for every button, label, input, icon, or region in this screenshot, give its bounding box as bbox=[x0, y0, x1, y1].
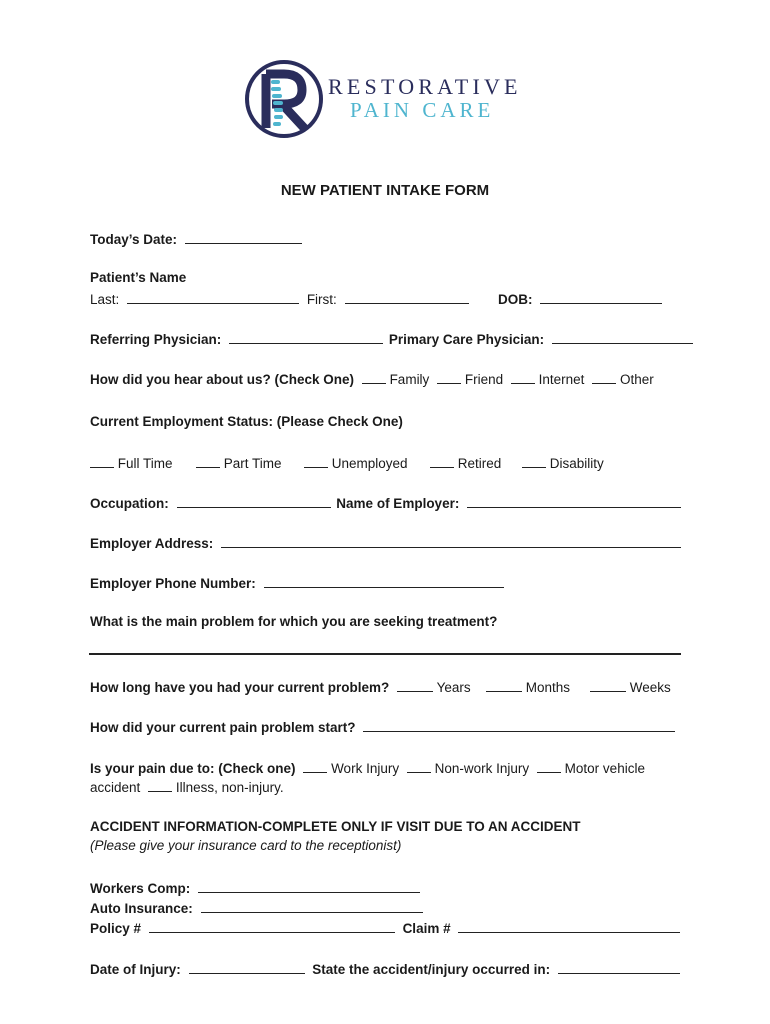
form-title: NEW PATIENT INTAKE FORM bbox=[280, 182, 490, 199]
first-name-field[interactable] bbox=[345, 289, 469, 304]
auto-insurance-label: Auto Insurance: bbox=[90, 901, 193, 916]
patient-name-row bbox=[90, 289, 469, 309]
employer-address-field[interactable] bbox=[221, 533, 681, 548]
hear-friend-check[interactable] bbox=[437, 369, 461, 384]
employer-phone-field[interactable] bbox=[264, 573, 504, 588]
employer-phone-row bbox=[90, 573, 504, 593]
pain-due-label: Is your pain due to: (Check one) bbox=[90, 761, 296, 776]
brand-name-line1: RESTORATIVE bbox=[328, 74, 522, 99]
illness-label: Illness, non-injury. bbox=[175, 780, 284, 795]
months-group bbox=[486, 677, 570, 697]
retired-check[interactable] bbox=[430, 453, 454, 468]
claim-label: Claim # bbox=[402, 921, 451, 936]
claim-field[interactable] bbox=[458, 918, 680, 933]
logo bbox=[244, 60, 544, 140]
referring-physician-label: Referring Physician: bbox=[90, 332, 222, 347]
workers-comp-field[interactable] bbox=[198, 878, 420, 893]
full-time-check[interactable] bbox=[90, 453, 114, 468]
todays-date-label: Today’s Date: bbox=[90, 232, 178, 247]
years-field[interactable] bbox=[397, 677, 433, 692]
illness-check[interactable] bbox=[148, 777, 172, 792]
employment-heading: Current Employment Status: (Please Check One) bbox=[90, 414, 403, 429]
part-time-label: Part Time bbox=[223, 456, 282, 471]
employment-retired bbox=[430, 453, 501, 473]
occupation-row bbox=[90, 493, 681, 513]
pain-start-label: How did your current pain problem start? bbox=[90, 720, 356, 735]
main-problem-label: What is the main problem for which you are seeking treatment? bbox=[90, 614, 498, 629]
motor-vehicle-label: Motor vehicle bbox=[564, 761, 645, 776]
hear-other-check[interactable] bbox=[592, 369, 616, 384]
hear-other-label: Other bbox=[619, 372, 654, 387]
hear-family-label: Family bbox=[389, 372, 430, 387]
injury-row bbox=[90, 959, 680, 979]
employer-address-row bbox=[90, 533, 681, 553]
weeks-group bbox=[590, 677, 671, 697]
referring-physician-field[interactable] bbox=[229, 329, 383, 344]
logo-r-mark-icon bbox=[244, 60, 328, 140]
months-field[interactable] bbox=[486, 677, 522, 692]
hear-friend-label: Friend bbox=[464, 372, 504, 387]
motor-vehicle-check[interactable] bbox=[537, 758, 561, 773]
first-name-label: First: bbox=[306, 292, 337, 307]
retired-label: Retired bbox=[457, 456, 502, 471]
disability-check[interactable] bbox=[522, 453, 546, 468]
accident-word: accident bbox=[90, 780, 141, 795]
pain-start-field[interactable] bbox=[363, 717, 675, 732]
employment-disability bbox=[522, 453, 604, 473]
last-name-label: Last: bbox=[90, 292, 120, 307]
occupation-field[interactable] bbox=[177, 493, 331, 508]
years-label: Years bbox=[436, 680, 471, 695]
injury-date-field[interactable] bbox=[189, 959, 305, 974]
weeks-field[interactable] bbox=[590, 677, 626, 692]
dob-field[interactable] bbox=[540, 289, 662, 304]
employer-name-label: Name of Employer: bbox=[336, 496, 460, 511]
last-name-field[interactable] bbox=[127, 289, 299, 304]
part-time-check[interactable] bbox=[196, 453, 220, 468]
employer-phone-label: Employer Phone Number: bbox=[90, 576, 256, 591]
primary-care-field[interactable] bbox=[552, 329, 693, 344]
months-label: Months bbox=[525, 680, 571, 695]
employer-name-field[interactable] bbox=[467, 493, 681, 508]
duration-label: How long have you had your current problem? bbox=[90, 680, 390, 695]
hear-about-row bbox=[90, 369, 654, 389]
weeks-label: Weeks bbox=[629, 680, 671, 695]
workers-comp-label: Workers Comp: bbox=[90, 881, 191, 896]
physicians-row bbox=[90, 329, 693, 349]
policy-label: Policy # bbox=[90, 921, 142, 936]
occupation-label: Occupation: bbox=[90, 496, 169, 511]
hear-internet-label: Internet bbox=[538, 372, 585, 387]
hear-family-check[interactable] bbox=[362, 369, 386, 384]
auto-insurance-field[interactable] bbox=[201, 898, 423, 913]
auto-insurance-row bbox=[90, 898, 423, 918]
main-problem-field[interactable] bbox=[89, 653, 681, 655]
accident-heading: ACCIDENT INFORMATION-COMPLETE ONLY IF VISIT DUE TO AN ACCIDENT bbox=[90, 819, 581, 834]
employment-part-time bbox=[196, 453, 282, 473]
pain-start-row bbox=[90, 717, 675, 737]
pain-due-row bbox=[90, 758, 645, 778]
hear-about-label: How did you hear about us? (Check One) bbox=[90, 372, 355, 387]
injury-state-label: State the accident/injury occurred in: bbox=[312, 962, 551, 977]
duration-row bbox=[90, 677, 471, 697]
workers-comp-row bbox=[90, 878, 420, 898]
policy-field[interactable] bbox=[149, 918, 395, 933]
employer-address-label: Employer Address: bbox=[90, 536, 214, 551]
disability-label: Disability bbox=[549, 456, 604, 471]
employment-full-time bbox=[90, 453, 173, 473]
policy-claim-row bbox=[90, 918, 680, 938]
unemployed-check[interactable] bbox=[304, 453, 328, 468]
pain-due-row-2 bbox=[90, 777, 284, 797]
injury-date-label: Date of Injury: bbox=[90, 962, 181, 977]
brand-name-line2: PAIN CARE bbox=[350, 98, 495, 122]
hear-internet-check[interactable] bbox=[511, 369, 535, 384]
injury-state-field[interactable] bbox=[558, 959, 680, 974]
primary-care-label: Primary Care Physician: bbox=[388, 332, 545, 347]
dob-row bbox=[498, 289, 662, 309]
work-injury-check[interactable] bbox=[303, 758, 327, 773]
full-time-label: Full Time bbox=[117, 456, 173, 471]
employment-unemployed bbox=[304, 453, 408, 473]
unemployed-label: Unemployed bbox=[331, 456, 408, 471]
work-injury-label: Work Injury bbox=[331, 761, 400, 776]
accident-note: (Please give your insurance card to the receptionist) bbox=[90, 838, 402, 853]
dob-label: DOB: bbox=[498, 292, 533, 307]
todays-date-field[interactable] bbox=[185, 229, 302, 244]
non-work-injury-label: Non-work Injury bbox=[434, 761, 530, 776]
todays-date-row bbox=[90, 229, 302, 249]
patient-name-heading: Patient’s Name bbox=[90, 270, 187, 285]
non-work-injury-check[interactable] bbox=[407, 758, 431, 773]
